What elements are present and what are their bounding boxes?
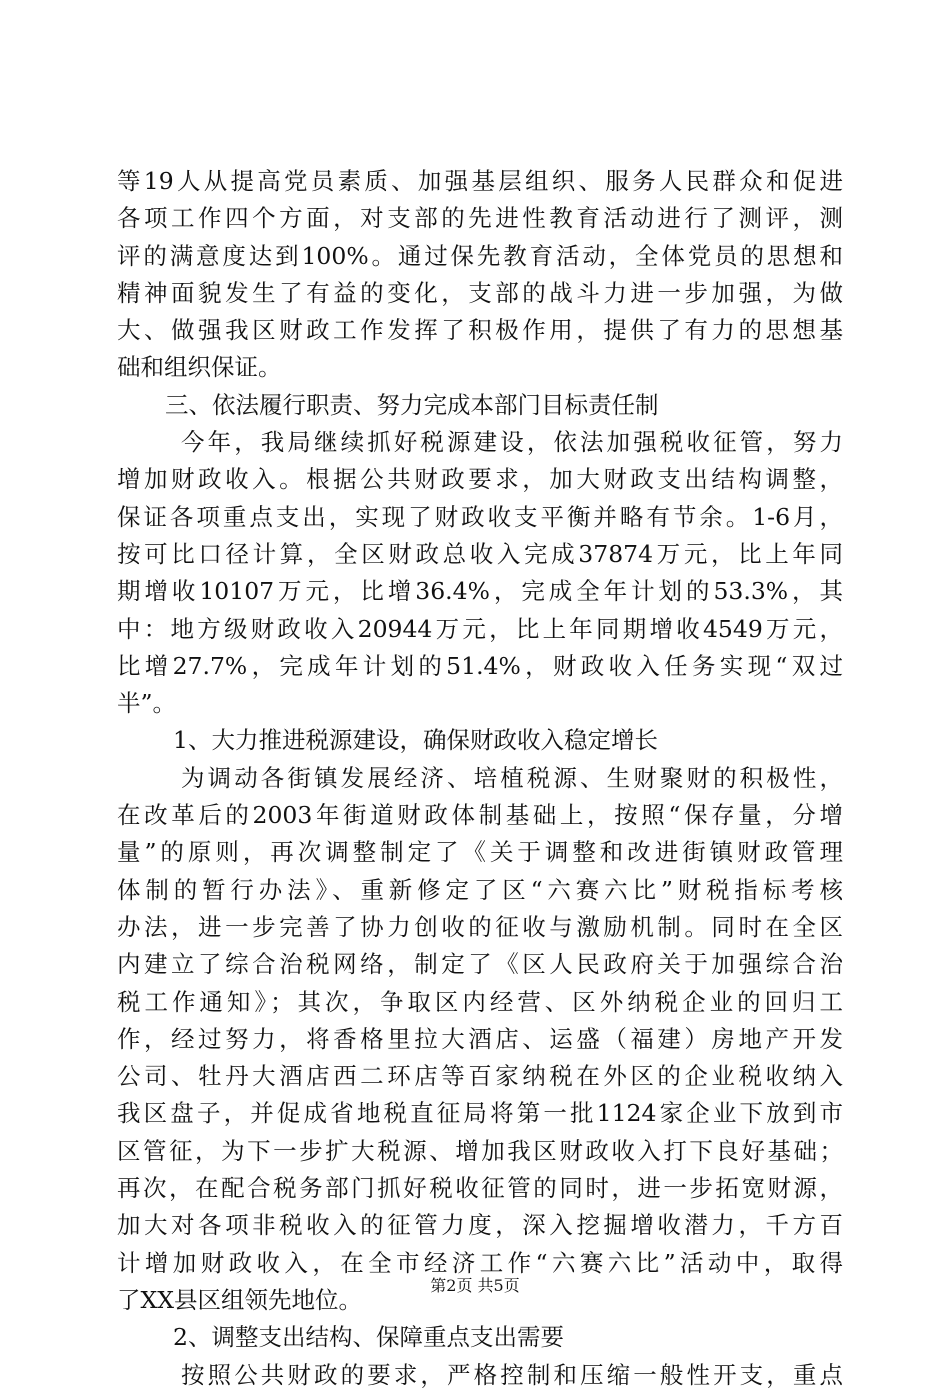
page-footer: 第2页 共5页 xyxy=(430,1276,520,1295)
text-line: 2、调整支出结构、保障重点支出需要 xyxy=(173,1323,564,1352)
text-line: 各项工作四个方面，对支部的先进性教育活动进行了测评，测 xyxy=(117,204,843,233)
text-line: 大、做强我区财政工作发挥了积极作用，提供了有力的思想基 xyxy=(117,316,843,345)
text-line: 我区盘子，并促成省地税直征局将第一批1124家企业下放到市 xyxy=(117,1099,843,1128)
text-line: 办法，进一步完善了协力创收的征收与激励机制。同时在全区 xyxy=(117,912,843,941)
text-line: 了XX县区组领先地位。 xyxy=(117,1285,362,1314)
text-line: 作，经过努力，将香格里拉大酒店、运盛（福建）房地产开发 xyxy=(117,1024,843,1053)
body-text xyxy=(117,163,843,1394)
text-line: 三、依法履行职责、努力完成本部门目标责任制 xyxy=(165,390,659,419)
text-line: 保证各项重点支出，实现了财政收支平衡并略有节余。1-6月， xyxy=(117,502,843,531)
text-line: 计增加财政收入，在全市经济工作“六赛六比”活动中，取得 xyxy=(117,1248,843,1277)
text-line: 今年，我局继续抓好税源建设，依法加强税收征管，努力 xyxy=(181,428,843,457)
text-line: 增加财政收入。根据公共财政要求，加大财政支出结构调整， xyxy=(117,465,843,494)
text-line: 中：地方级财政收入20944万元，比上年同期增收4549万元， xyxy=(117,614,843,643)
text-line: 量”的原则，再次调整制定了《关于调整和改进街镇财政管理 xyxy=(117,838,843,867)
text-line: 体制的暂行办法》、重新修定了区“六赛六比”财税指标考核 xyxy=(117,875,843,904)
text-line: 区管征，为下一步扩大税源、增加我区财政收入打下良好基础； xyxy=(117,1136,843,1165)
text-line: 税工作通知》；其次，争取区内经营、区外纳税企业的回归工 xyxy=(117,987,843,1016)
text-line: 半”。 xyxy=(117,689,177,718)
text-line: 础和组织保证。 xyxy=(117,353,282,382)
text-line: 精神面貌发生了有益的变化，支部的战斗力进一步加强，为做 xyxy=(117,278,843,307)
text-line: 1、大力推进税源建设，确保财政收入稳定增长 xyxy=(173,726,658,755)
text-line: 再次，在配合税务部门抓好税收征管的同时，进一步拓宽财源， xyxy=(117,1174,843,1203)
text-line: 公司、牡丹大酒店西二环店等百家纳税在外区的企业税收纳入 xyxy=(117,1062,843,1091)
text-line: 期增收10107万元，比增36.4%，完成全年计划的53.3%，其 xyxy=(117,577,843,606)
text-line: 加大对各项非税收入的征管力度，深入挖掘增收潜力，千方百 xyxy=(117,1211,843,1240)
text-line: 评的满意度达到100%。通过保先教育活动，全体党员的思想和 xyxy=(117,241,843,270)
text-line: 按照公共财政的要求，严格控制和压缩一般性开支，重点 xyxy=(181,1360,843,1389)
text-line: 内建立了综合治税网络，制定了《区人民政府关于加强综合治 xyxy=(117,950,843,979)
text-line: 比增27.7%，完成年计划的51.4%，财政收入任务实现“双过 xyxy=(117,651,843,680)
text-line: 为调动各街镇发展经济、培植税源、生财聚财的积极性， xyxy=(181,763,843,792)
text-line: 在改革后的2003年街道财政体制基础上，按照“保存量，分增 xyxy=(117,801,843,830)
text-line: 按可比口径计算，全区财政总收入完成37874万元，比上年同 xyxy=(117,539,843,568)
text-line: 等19人从提高党员素质、加强基层组织、服务人民群众和促进 xyxy=(117,167,843,195)
